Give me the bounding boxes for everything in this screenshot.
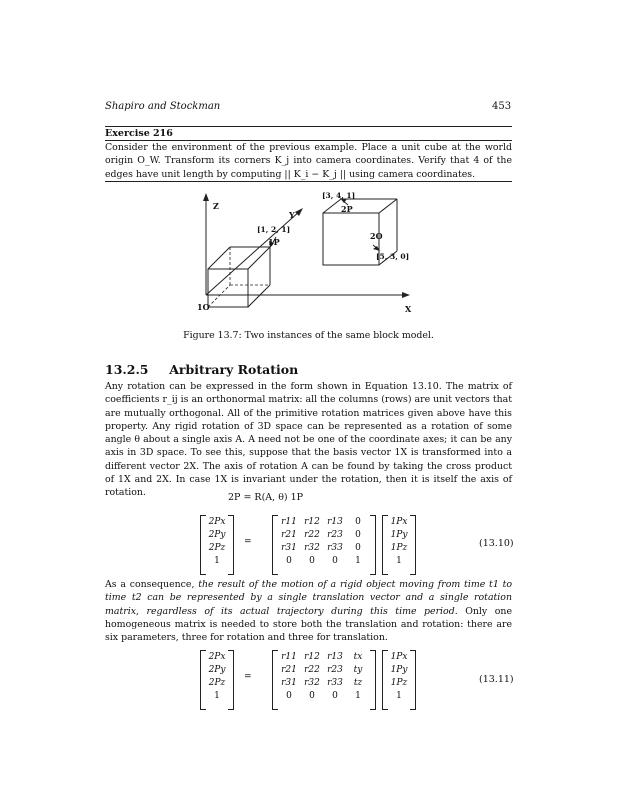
exercise-title: Exercise 216 bbox=[105, 128, 173, 139]
equation-13-10-number: (13.10) bbox=[479, 538, 514, 549]
vector-entry: 1Px bbox=[390, 652, 408, 662]
matrix-cell: r21 bbox=[281, 530, 297, 540]
equation-13-11-number: (13.11) bbox=[479, 674, 514, 685]
matrix-cell: r33 bbox=[327, 678, 343, 688]
z-axis-label: Z bbox=[213, 201, 219, 211]
matrix-cell: r23 bbox=[327, 530, 343, 540]
matrix-cell: r13 bbox=[327, 652, 343, 662]
vector-entry: 1 bbox=[396, 691, 402, 701]
block-1 bbox=[208, 247, 270, 307]
coord-3-4-1-label: [3, 4, 1] bbox=[322, 191, 356, 200]
matrix-cell: r31 bbox=[281, 543, 297, 553]
matrix-cell: r21 bbox=[281, 665, 297, 675]
section-number: 13.2.5 bbox=[105, 362, 149, 377]
matrix-cell: r32 bbox=[304, 678, 320, 688]
vector-entry: 2Py bbox=[208, 530, 226, 540]
figure-caption: Figure 13.7: Two instances of the same block model. bbox=[183, 330, 434, 341]
eq-13-10-lhs bbox=[206, 517, 228, 569]
matrix-cell: 1 bbox=[355, 556, 361, 566]
eq-13-10-rhs bbox=[388, 517, 410, 569]
matrix-cell: 0 bbox=[332, 691, 338, 701]
x-axis-label: X bbox=[405, 304, 412, 314]
matrix-cell: tz bbox=[353, 678, 363, 688]
matrix-cell: r11 bbox=[281, 652, 297, 662]
matrix-cell: 0 bbox=[286, 691, 292, 701]
vector-entry: 2Py bbox=[208, 665, 226, 675]
vector-entry: 1Py bbox=[390, 530, 408, 540]
vector-entry: 1 bbox=[396, 556, 402, 566]
matrix-cell: tx bbox=[353, 652, 363, 662]
z-axis-arrow bbox=[203, 193, 209, 201]
page-number: 453 bbox=[492, 101, 512, 112]
x-axis-arrow bbox=[402, 292, 410, 298]
vector-entry: 2Pz bbox=[208, 678, 226, 688]
eq-13-11-lhs bbox=[206, 652, 228, 704]
matrix-cell: r12 bbox=[304, 652, 320, 662]
section-title: Arbitrary Rotation bbox=[169, 362, 299, 377]
matrix-cell: r11 bbox=[281, 517, 297, 527]
vector-entry: 1Pz bbox=[390, 543, 408, 553]
matrix-cell: r22 bbox=[304, 530, 320, 540]
exercise-bottom-rule bbox=[105, 181, 512, 182]
vector-entry: 2Pz bbox=[208, 543, 226, 553]
vector-entry: 1Py bbox=[390, 665, 408, 675]
eq-13-10-equals: = bbox=[244, 537, 252, 547]
matrix-cell: r23 bbox=[327, 665, 343, 675]
matrix-cell: 0 bbox=[355, 517, 361, 527]
matrix-cell: 0 bbox=[355, 543, 361, 553]
section-heading bbox=[105, 362, 298, 377]
matrix-cell: r13 bbox=[327, 517, 343, 527]
matrix-cell: r33 bbox=[327, 543, 343, 553]
equation-13-10 bbox=[200, 515, 440, 575]
coord-1-2-1-label: [1, 2, 1] bbox=[257, 225, 291, 234]
vector-entry: 2Px bbox=[208, 652, 226, 662]
origin-2-label: 2O bbox=[370, 231, 383, 241]
point-1-label: 1P bbox=[268, 237, 280, 247]
figure-two-blocks bbox=[180, 185, 450, 320]
equation-rotation-axis: 2P = R(A, θ) 1P bbox=[228, 492, 304, 503]
eq-13-11-equals: = bbox=[244, 672, 252, 682]
vector-entry: 1Px bbox=[390, 517, 408, 527]
coord-5-3-0-label: [5, 3, 0] bbox=[376, 252, 410, 261]
y-axis-label: Y bbox=[289, 210, 295, 220]
matrix-cell: 0 bbox=[332, 556, 338, 566]
matrix-cell: r12 bbox=[304, 517, 320, 527]
paragraph-2-rest: Only one homogeneous matrix is needed to store both the translation and rotation: there are six parameters, three for rotation and three for translation. bbox=[105, 605, 512, 644]
origin-1-label: 1O bbox=[197, 302, 210, 312]
exercise-body: Consider the environment of the previous example. Place a unit cube at the world origin O_W. Transform its corners K_j into camera coordinates. Verify that 4 of the edges have unit length by computing || K_i − K_j || using camera coordinates. bbox=[105, 142, 512, 180]
running-header-authors: Shapiro and Stockman bbox=[105, 101, 221, 112]
matrix-cell: 0 bbox=[355, 530, 361, 540]
matrix-cell: 1 bbox=[355, 691, 361, 701]
eq-13-11-rhs bbox=[388, 652, 410, 704]
y-axis-line bbox=[206, 211, 300, 295]
paragraph-2-lead: As a consequence, bbox=[105, 579, 199, 590]
matrix-cell: ty bbox=[353, 665, 363, 675]
matrix-cell: r32 bbox=[304, 543, 320, 553]
vector-entry: 1 bbox=[214, 691, 220, 701]
equation-13-11 bbox=[200, 650, 440, 710]
matrix-cell: 0 bbox=[309, 691, 315, 701]
matrix-cell: 0 bbox=[309, 556, 315, 566]
point-2-label: 2P bbox=[341, 204, 353, 214]
vector-entry: 1 bbox=[214, 556, 220, 566]
exercise-top-rule bbox=[105, 126, 512, 127]
paragraph-rigid-motion bbox=[105, 578, 512, 644]
matrix-cell: 0 bbox=[286, 556, 292, 566]
paragraph-2-emphasis: the result of the motion of a rigid object moving from time t1 to time t2 can be represented by a single translation vector and a single rotation matrix, regardless of its actual trajectory during this time period. bbox=[105, 579, 512, 617]
vector-entry: 2Px bbox=[208, 517, 226, 527]
matrix-cell: r31 bbox=[281, 678, 297, 688]
matrix-cell: r22 bbox=[304, 665, 320, 675]
vector-entry: 1Pz bbox=[390, 678, 408, 688]
paragraph-arbitrary-rotation: Any rotation can be expressed in the form shown in Equation 13.10. The matrix of coefficients r_ij is an orthonormal matrix: all the columns (rows) are unit vectors that are mutually orthogonal. All of the primitive rotation matrices given above have this property. Any rigid rotation of 3D space can be represented as a rotation of some angle θ about a single axis A. A need not be one of the coordinate axes; it can be any axis in 3D space. To see this, suppose that the basis vector 1X is transformed into a different vector 2X. The axis of rotation A can be found by taking the cross product of 1X and 2X. In case 1X is invariant under the rotation, then it is itself the axis of rotation. bbox=[105, 381, 512, 499]
